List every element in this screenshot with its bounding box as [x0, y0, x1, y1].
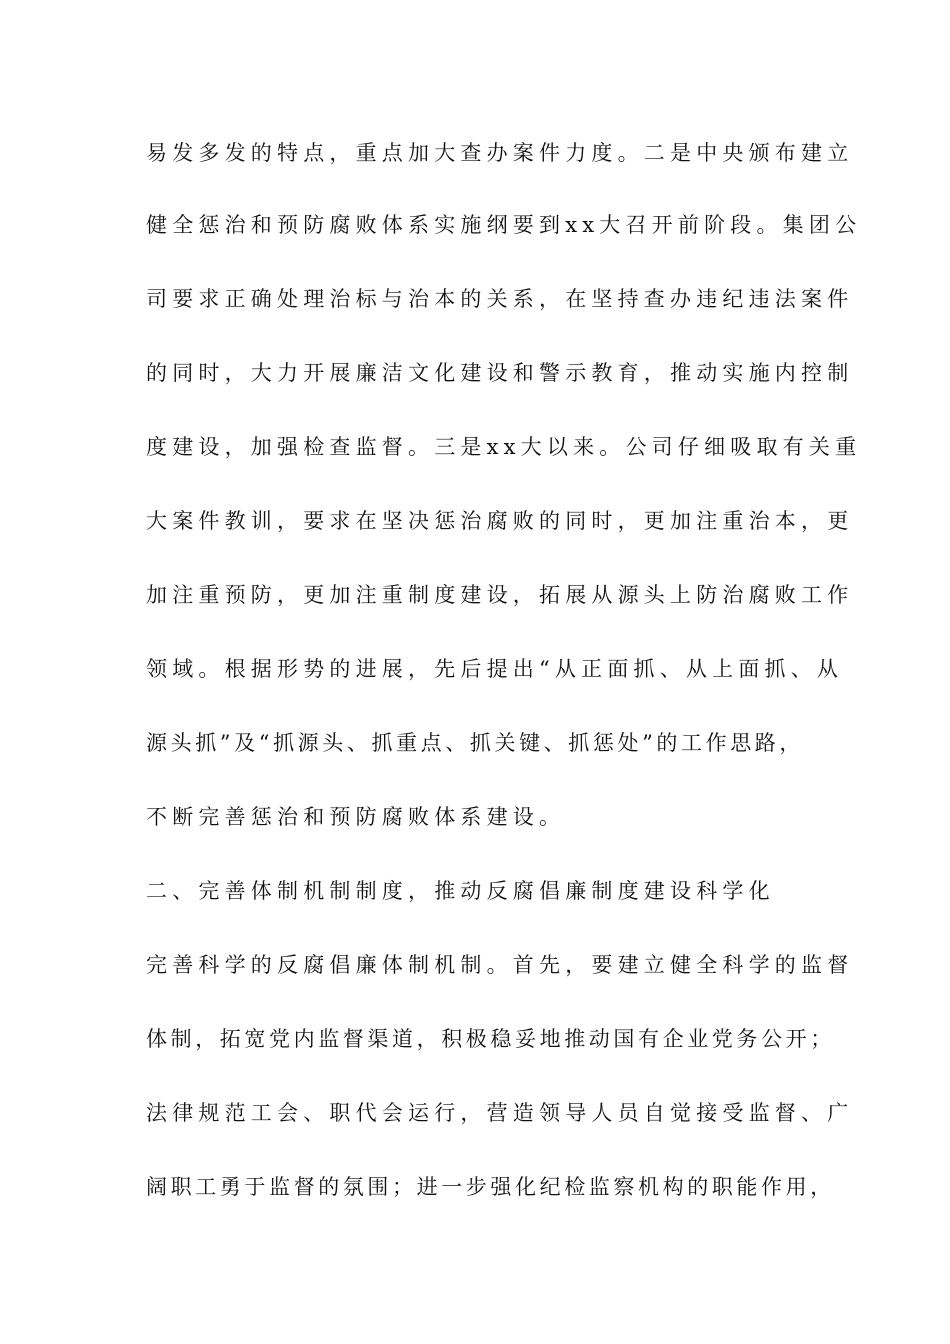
- text-line-1: 易发多发的特点，重点加大查办案件力度。二是中央颁布建立: [146, 141, 854, 165]
- text-line-10: 不断完善惩治和预防腐败体系建设。: [146, 805, 566, 829]
- text-line-13: 体制，拓宽党内监督渠道，积极稳妥地推动国有企业党务公开；: [146, 1027, 835, 1051]
- text-line-14: 法律规范工会、职代会运行，营造领导人员自觉接受监督、广: [146, 1101, 854, 1125]
- text-line-12: 完善科学的反腐倡廉体制机制。首先，要建立健全科学的监督: [146, 953, 854, 977]
- text-line-3: 司要求正确处理治标与治本的关系，在坚持查办违纪违法案件: [146, 287, 854, 311]
- section-heading: 二、完善体制机制制度，推动反腐倡廉制度建设科学化: [146, 879, 775, 903]
- text-line-5: 度建设，加强检查监督。三是xx大以来。公司仔细吸取有关重: [146, 435, 862, 459]
- text-line-15: 阔职工勇于监督的氛围；进一步强化纪检监察机构的职能作用，: [146, 1175, 835, 1199]
- text-line-8: 领域。根据形势的进展，先后提出“从正面抓、从上面抓、从: [146, 657, 844, 681]
- text-line-2: 健全惩治和预防腐败体系实施纲要到xx大召开前阶段。集团公: [146, 213, 862, 237]
- text-line-4: 的同时，大力开展廉洁文化建设和警示教育，推动实施内控制: [146, 361, 854, 385]
- text-line-9: 源头抓”及“抓源头、抓重点、抓关键、抓惩处”的工作思路，: [146, 731, 805, 755]
- text-line-6: 大案件教训，要求在坚决惩治腐败的同时，更加注重治本，更: [146, 509, 854, 533]
- text-line-7: 加注重预防，更加注重制度建设，拓展从源头上防治腐败工作: [146, 583, 854, 607]
